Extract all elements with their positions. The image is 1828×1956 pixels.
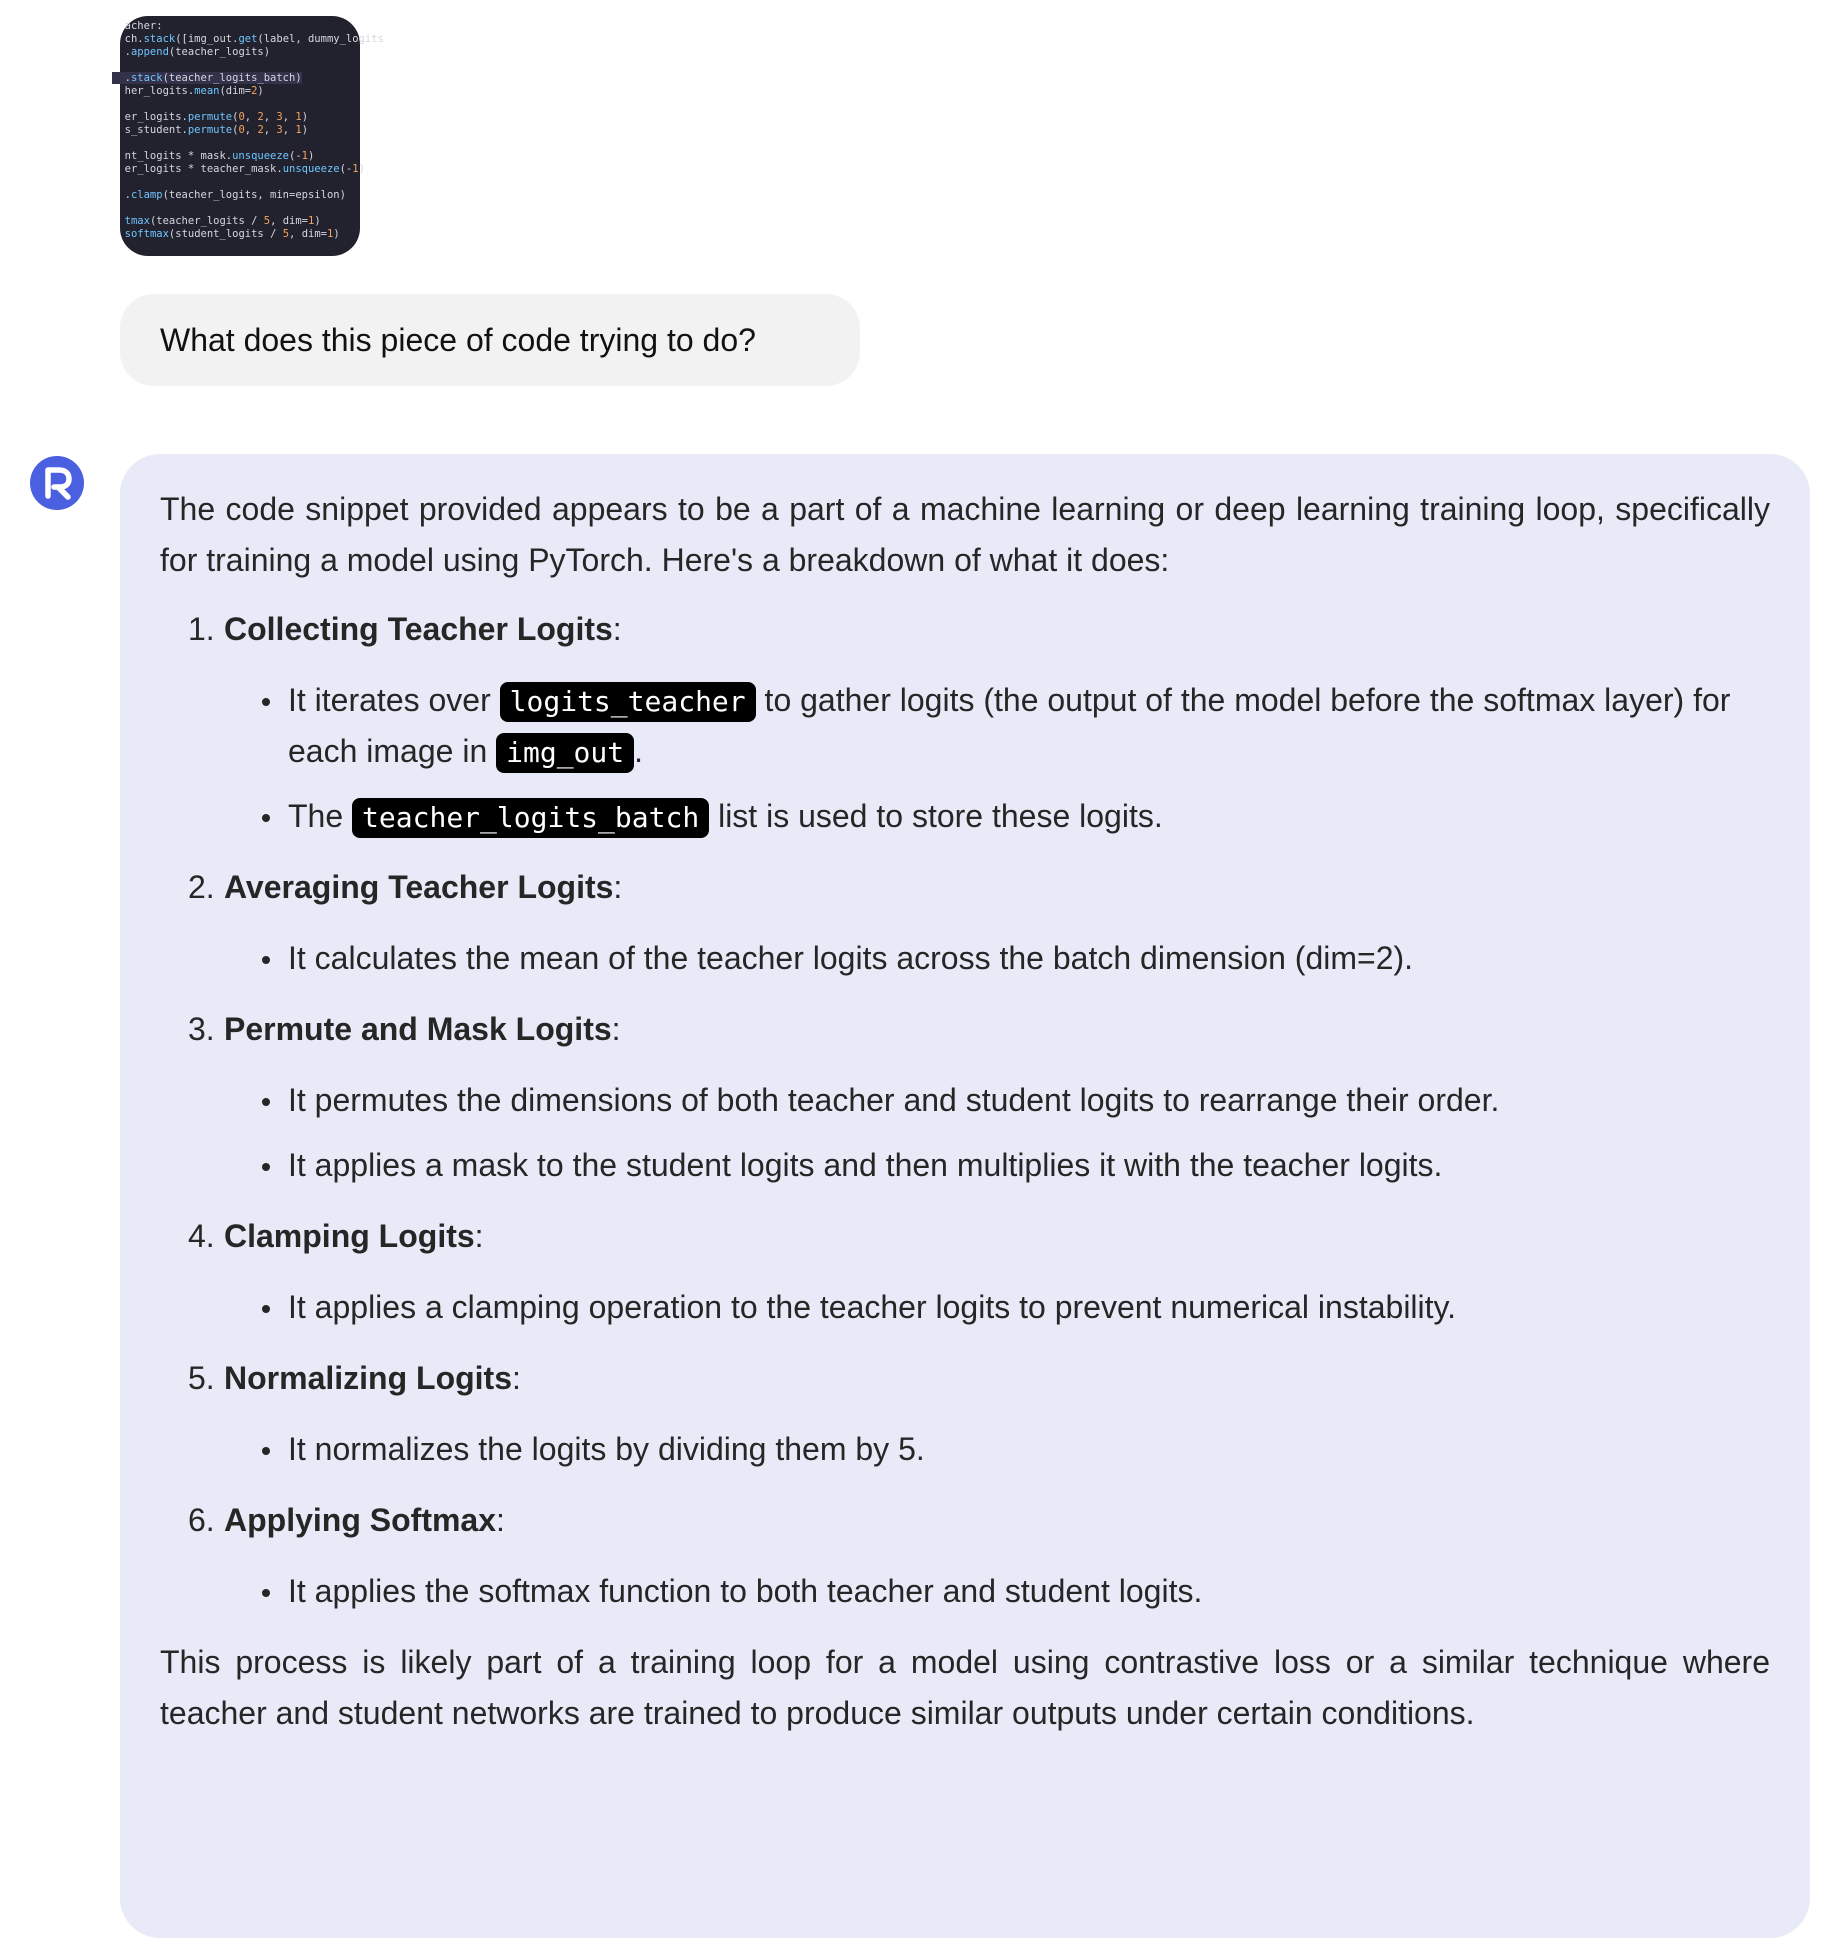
item-number: 6. xyxy=(188,1502,215,1538)
breakdown-item xyxy=(160,1004,1770,1191)
code-line: nt_logits * mask.unsqueeze(-1) xyxy=(112,150,315,162)
bullet-text: to gather logits (the output of the model before the softmax layer) for each image in xyxy=(288,682,1731,769)
bullet-text: It iterates over xyxy=(288,682,500,718)
code-line: er_logits.permute(0, 2, 3, 1) xyxy=(112,111,309,123)
item-bullet-list xyxy=(160,1282,1770,1333)
code-line: .stack(teacher_logits_batch) xyxy=(112,72,302,84)
item-bullet-list xyxy=(160,933,1770,984)
bullet-text: list is used to store these logits. xyxy=(709,798,1163,834)
breakdown-list xyxy=(160,604,1770,1617)
item-title-wrap: Applying Softmax: xyxy=(224,1502,505,1538)
item-title-wrap: Clamping Logits: xyxy=(224,1218,484,1254)
code-line: her_logits.mean(dim=2) xyxy=(112,85,264,97)
breakdown-item-heading xyxy=(160,862,1770,913)
item-title: Clamping Logits xyxy=(224,1218,475,1254)
item-title: Normalizing Logits xyxy=(224,1360,512,1396)
item-number: 2. xyxy=(188,869,215,905)
bullet-text: It permutes the dimensions of both teacher and student logits to rearrange their order. xyxy=(288,1082,1500,1118)
breakdown-item-heading xyxy=(160,1353,1770,1404)
inline-code: teacher_logits_batch xyxy=(352,798,709,838)
bullet-point xyxy=(288,1424,1770,1475)
item-number: 1. xyxy=(188,611,215,647)
bullet-point xyxy=(288,933,1770,984)
r-logo-icon xyxy=(30,456,84,510)
code-line: tmax(teacher_logits / 5, dim=1) xyxy=(124,215,321,227)
item-number: 4. xyxy=(188,1218,215,1254)
code-image-content xyxy=(112,20,384,241)
item-title-wrap: Averaging Teacher Logits: xyxy=(224,869,623,905)
item-title: Averaging Teacher Logits xyxy=(224,869,614,905)
bullet-point xyxy=(288,791,1770,842)
bullet-text: It calculates the mean of the teacher logits across the batch dimension (dim=2). xyxy=(288,940,1414,976)
breakdown-item xyxy=(160,1495,1770,1617)
breakdown-item-heading xyxy=(160,1495,1770,1546)
code-line: acher: xyxy=(124,20,163,32)
code-line: s_student.permute(0, 2, 3, 1) xyxy=(112,124,309,136)
breakdown-item xyxy=(160,604,1770,842)
user-message-bubble xyxy=(120,294,860,386)
answer-closing: This process is likely part of a training loop for a model using contrastive loss or a similar technique where teacher and student networks are trained to produce similar outputs under certain conditions. xyxy=(160,1644,1770,1731)
bullet-text: It normalizes the logits by dividing them by 5. xyxy=(288,1431,925,1467)
bullet-text: It applies a mask to the student logits and then multiplies it with the teacher logits. xyxy=(288,1147,1443,1183)
bullet-text: It applies a clamping operation to the teacher logits to prevent numerical instability. xyxy=(288,1289,1457,1325)
item-bullet-list xyxy=(160,1424,1770,1475)
code-line: .append(teacher_logits) xyxy=(112,46,271,58)
inline-code: logits_teacher xyxy=(500,682,756,722)
breakdown-item-heading xyxy=(160,604,1770,655)
bullet-text: It applies the softmax function to both teacher and student logits. xyxy=(288,1573,1203,1609)
bullet-point xyxy=(288,675,1770,777)
user-message-text: What does this piece of code trying to do? xyxy=(160,321,756,358)
item-number: 5. xyxy=(188,1360,215,1396)
item-title-wrap: Permute and Mask Logits: xyxy=(224,1011,621,1047)
code-line: .clamp(teacher_logits, min=epsilon) xyxy=(112,189,346,201)
assistant-message-card xyxy=(120,454,1810,1938)
bullet-text: The xyxy=(288,798,353,834)
bullet-point xyxy=(288,1282,1770,1333)
item-title-wrap: Normalizing Logits: xyxy=(224,1360,521,1396)
item-title-wrap: Collecting Teacher Logits: xyxy=(224,611,622,647)
code-line: ch.stack([img_out.get(label, dummy_logits xyxy=(112,33,384,45)
item-bullet-list xyxy=(160,675,1770,842)
inline-code: img_out xyxy=(496,733,634,773)
bullet-point xyxy=(288,1140,1770,1191)
item-number: 3. xyxy=(188,1011,215,1047)
bullet-text: . xyxy=(634,733,644,769)
item-bullet-list xyxy=(160,1075,1770,1191)
breakdown-item xyxy=(160,1211,1770,1333)
bullet-point xyxy=(288,1566,1770,1617)
item-title: Collecting Teacher Logits xyxy=(224,611,613,647)
breakdown-item xyxy=(160,862,1770,984)
breakdown-item-heading xyxy=(160,1211,1770,1262)
item-bullet-list xyxy=(160,1566,1770,1617)
item-title: Permute and Mask Logits xyxy=(224,1011,612,1047)
breakdown-item xyxy=(160,1353,1770,1475)
item-title: Applying Softmax xyxy=(224,1502,497,1538)
attached-code-image[interactable] xyxy=(112,16,384,256)
answer-intro: The code snippet provided appears to be a part of a machine learning or deep learning training loop, specifically for training a model using PyTorch. Here's a breakdown of what it does: xyxy=(160,491,1770,578)
bullet-point xyxy=(288,1075,1770,1126)
code-line: softmax(student_logits / 5, dim=1) xyxy=(124,228,340,240)
code-line: er_logits * teacher_mask.unsqueeze(-1) xyxy=(112,163,365,175)
breakdown-item-heading xyxy=(160,1004,1770,1055)
